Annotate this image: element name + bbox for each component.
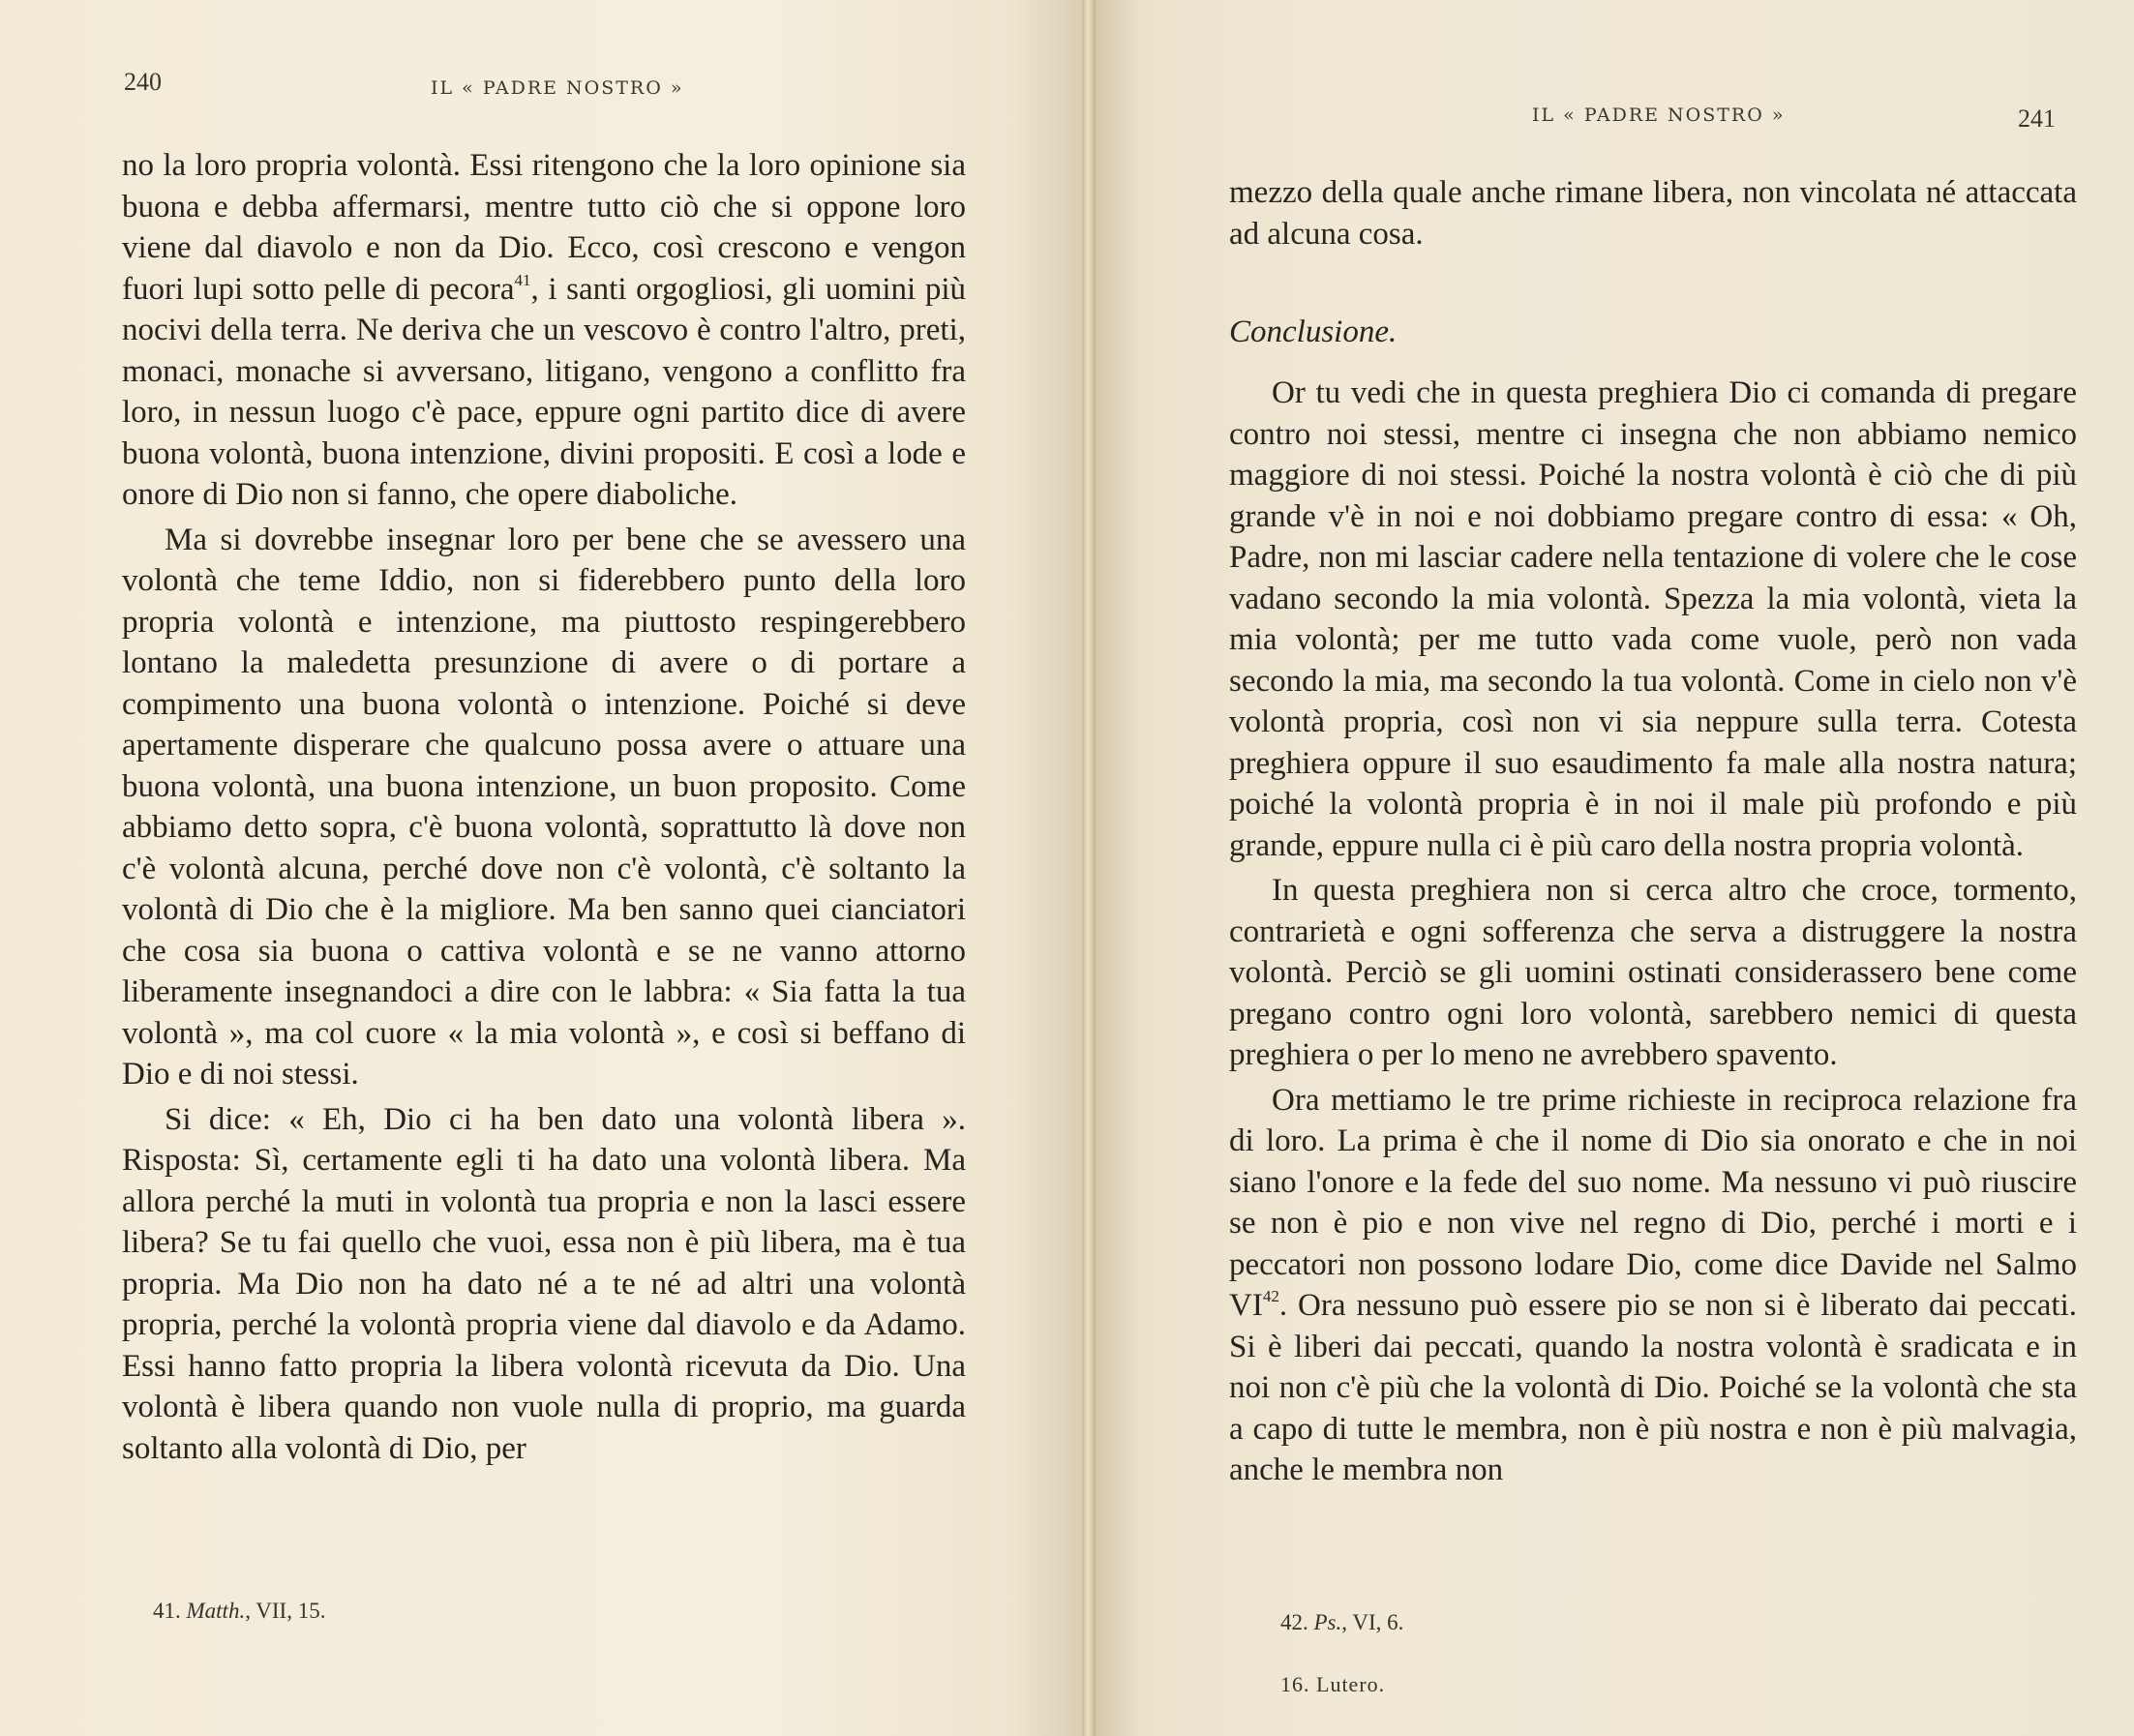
page-number-left: 240 (124, 68, 162, 96)
paragraph-text: , i santi orgogliosi, gli uomini più nocivi della terra. Ne deriva che un vescovo è contro l'altro, preti, monaci, monache si avversano, litigano, vengono a conflitto fra loro, in nessun luogo c'è pace, eppure ogni partito dice di avere buona volontà, buona intenzione, divini propositi. E così a lode e onore di Dio non si fanno, che opere diaboliche. (122, 271, 966, 512)
footnote-left (153, 1599, 325, 1624)
footnote-reference: , VI, 6. (1341, 1610, 1404, 1634)
paragraph: mezzo della quale anche rimane libera, non vincolata né attaccata ad alcuna cosa. (1229, 175, 2077, 252)
section-heading: Conclusione. (1229, 314, 1398, 349)
paragraph: Or tu vedi che in questa preghiera Dio ci comanda di pregare contro noi stessi, mentre ci insegna che non abbiamo nemico maggiore di noi stessi. Poiché la nostra volontà è ciò che di più grande v'è in noi e noi dobbiamo pregare contro di essa: « Oh, Padre, non mi lasciar cadere nella tentazione di volere che le cose vadano secondo la mia volontà. Spezza la mia volontà, vieta la mia volontà; per me tutto vada come vuole, però non vada secondo la mia, ma secondo la tua volontà. Come in cielo non v'è volontà propria, così non vi sia neppure sulla terra. Cotesta preghiera oppure il suo esaudimento fa male alla nostra natura; poiché la volontà propria è in noi il male più profondo e più grande, eppure nulla ci è più caro della nostra propria volontà. (1229, 375, 2077, 863)
footnote-number: 42. (1280, 1610, 1308, 1634)
paragraph: Ma si dovrebbe insegnar loro per bene che se avessero una volontà che teme Iddio, non si fiderebbero punto della loro propria volontà e intenzione, ma piuttosto respingerebbero lontano la maledetta presunzione di avere o di portare a compimento una buona volontà o intenzione. Poiché si deve apertamente disperare che qualcuno possa avere o attuare una buona volontà, una buona intenzione, un buon proposito. Come abbiamo detto sopra, c'è buona volontà, soprattutto là dove non c'è volontà alcuna, perché dove non c'è volontà, c'è soltanto la volontà di Dio che è la migliore. Ma ben sanno quei cianciatori che cosa sia buona o cattiva volontà e se ne vanno attorno liberamente insegnandoci a dire con le labbra: « Sia fatta la tua volontà », ma col cuore « la mia volontà », e così si beffano di Dio e di noi stessi. (122, 522, 966, 1092)
book-gutter (1082, 0, 1096, 1736)
paragraph (1229, 1080, 2077, 1491)
running-head-left: IL « PADRE NOSTRO » (431, 77, 684, 99)
paragraph: In questa preghiera non si cerca altro che croce, tormento, contrarietà e ogni sofferenza che serva a distruggere la nostra volontà. Perciò se gli uomini ostinati considerassero bene come pregano contro ogni loro volontà, sarebbero nemici di questa preghiera o per lo meno ne avrebbero spavento. (1229, 873, 2077, 1072)
right-text-block (1229, 373, 2077, 1491)
footnote-marker: 41 (514, 270, 531, 289)
footnote-reference: , VII, 15. (245, 1599, 326, 1623)
footnote-right (1280, 1610, 1403, 1635)
paragraph-text: Ora mettiamo le tre prime richieste in reciproca relazione fra di loro. La prima è che il nome di Dio sia onorato e che in noi siano l'onore e la fede del suo nome. Ma nessuno vi può riuscire se non è pio e non vive nel regno di Dio, perché i morti e i peccatori non possono lodare Dio, come dice Davide nel Salmo VI (1229, 1082, 2077, 1323)
left-text-block (122, 145, 966, 1469)
paragraph-text: . Ora nessuno può essere pio se non si è liberato dai peccati. Si è liberi dai peccati, quando la nostra volontà è sradicata e in noi non c'è più che la volontà di Dio. Poiché se la volontà che sta a capo di tutte le membra, non è più nostra e non è più malvagia, anche le membra non (1229, 1288, 2077, 1487)
page-number-right: 241 (2018, 105, 2056, 133)
footnote-source: Matth. (186, 1599, 246, 1623)
right-page (1089, 0, 2134, 1736)
footnote-marker: 42 (1262, 1287, 1279, 1305)
right-text-block-top (1229, 172, 2077, 254)
paragraph (122, 145, 966, 516)
footnote-source: Ps. (1313, 1610, 1342, 1634)
footnote-number: 41. (153, 1599, 181, 1623)
running-head-right: IL « PADRE NOSTRO » (1532, 105, 1786, 126)
paragraph-text: no la loro propria volontà. Essi ritengono che la loro opinione sia buona e debba affermarsi, mentre tutto ciò che si oppone loro viene dal diavolo e non da Dio. Ecco, così crescono e vengon fuori lupi sotto pelle di pecora (122, 148, 966, 307)
signature-mark: 16. Lutero. (1280, 1672, 1386, 1696)
paragraph: Si dice: « Eh, Dio ci ha ben dato una volontà libera ». Risposta: Sì, certamente egli ti ha dato una volontà libera. Ma allora perché la muti in volontà tua propria e non la lasci essere libera? Se tu fai quello che vuoi, essa non è più libera, ma è tua propria. Ma Dio non ha dato né a te né ad altri una volontà propria, perché la volontà propria viene dal diavolo e da Adamo. Essi hanno fatto propria la libera volontà ricevuta da Dio. Una volontà è libera quando non vuole nulla di proprio, ma guarda soltanto alla volontà di Dio, per (122, 1101, 966, 1466)
